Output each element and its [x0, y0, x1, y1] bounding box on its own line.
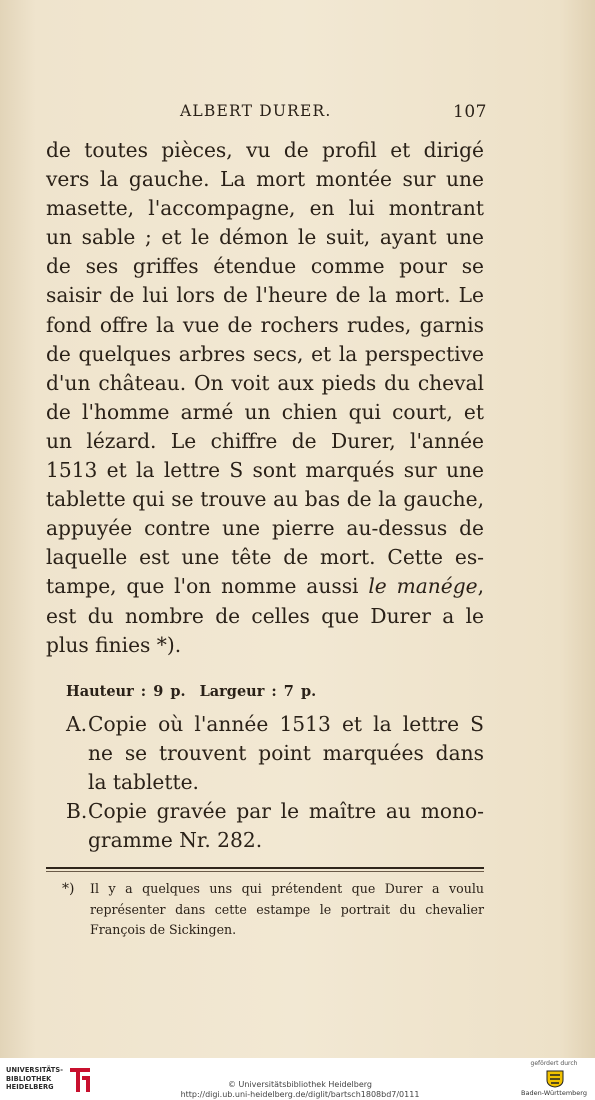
main-text	[46, 136, 484, 660]
text-line: ne se trouvent point marquées dans	[88, 741, 484, 766]
text-line: plus finies *).	[46, 632, 182, 657]
footnote-rule	[46, 867, 484, 869]
italic-title: le manége	[368, 574, 478, 599]
footer-center	[150, 1080, 450, 1099]
sponsor-name: Baden-Württemberg	[521, 1089, 587, 1097]
running-header	[180, 102, 487, 126]
text-line: d'un château. On voit aux pieds du cheval	[46, 370, 484, 395]
footnote-line: François de Sickingen.	[90, 922, 237, 938]
width-measure: Largeur : 7 p.	[199, 683, 317, 700]
text-line: de quelques arbres secs, et la perspective	[46, 341, 484, 366]
item-letter: B.	[66, 799, 88, 824]
running-title: ALBERT DURER.	[180, 102, 332, 120]
text-line: vers la gauche. La mort montée sur une	[46, 167, 484, 192]
sponsor-logo[interactable]	[519, 1060, 589, 1098]
text-line: la tablette.	[88, 770, 199, 795]
text-line: un sable ; et le démon le suit, ayant une	[46, 225, 484, 250]
text-line: fond offre la vue de rochers rudes, garnis	[46, 312, 484, 337]
dimensions	[66, 683, 323, 700]
text-line: appuyée contre une pierre au-dessus de	[46, 516, 484, 541]
text-line: 1513 et la lettre S sont marqués sur une	[46, 458, 484, 483]
footnote-rule-thin	[46, 871, 484, 872]
footnote	[62, 879, 484, 941]
text-line: est du nombre de celles que Durer a le	[46, 603, 484, 628]
text-line: un lézard. Le chiffre de Durer, l'année	[46, 428, 484, 453]
text-line: Copie gravée par le maître au mono-	[88, 799, 484, 824]
text-line-with-italic	[46, 572, 484, 601]
library-name: UNIVERSITÄTS- BIBLIOTHEK HEIDELBERG	[6, 1066, 64, 1091]
permalink[interactable]: http://digi.ub.uni-heidelberg.de/diglit/bartsch1808bd7/0111	[180, 1089, 420, 1099]
page-number: 107	[453, 102, 487, 122]
viewer-footer	[0, 1058, 595, 1100]
coat-of-arms-icon	[545, 1070, 565, 1088]
copy-item-a	[66, 710, 484, 797]
footnote-line: représenter dans cette estampe le portrait du chevalier	[90, 901, 484, 917]
text-line: de toutes pièces, vu de profil et dirigé	[46, 138, 484, 162]
library-mark-icon	[66, 1064, 94, 1096]
text-line: laquelle est une tête de mort. Cette es-	[46, 545, 484, 570]
text-segment: ,	[477, 574, 484, 599]
text-line: gramme Nr. 282.	[88, 828, 263, 853]
item-letter: A.	[66, 712, 87, 736]
text-line: de ses griffes étendue comme pour se	[46, 254, 484, 279]
funded-by-text: gefördert durch	[530, 1060, 578, 1067]
text-line: Copie où l'année 1513 et la lettre S	[88, 712, 484, 736]
library-logo[interactable]	[6, 1064, 98, 1096]
copyright-text: © Universitätsbibliothek Heidelberg	[227, 1080, 372, 1089]
text-line: tablette qui se trouve au bas de la gauche,	[46, 487, 484, 512]
text-segment: tampe, que l'on nomme aussi	[46, 574, 369, 599]
text-line: masette, l'accompagne, en lui montrant	[46, 196, 484, 221]
footnote-line: Il y a quelques uns qui prétendent que Durer a voulu	[90, 881, 484, 896]
text-line: saisir de lui lors de l'heure de la mort. Le	[46, 283, 484, 308]
text-line: de l'homme armé un chien qui court, et	[46, 399, 484, 424]
height-measure: Hauteur : 9 p.	[66, 683, 186, 700]
footnote-marker: *)	[62, 881, 75, 897]
copies-list	[66, 710, 484, 855]
copy-item-b	[66, 797, 484, 855]
